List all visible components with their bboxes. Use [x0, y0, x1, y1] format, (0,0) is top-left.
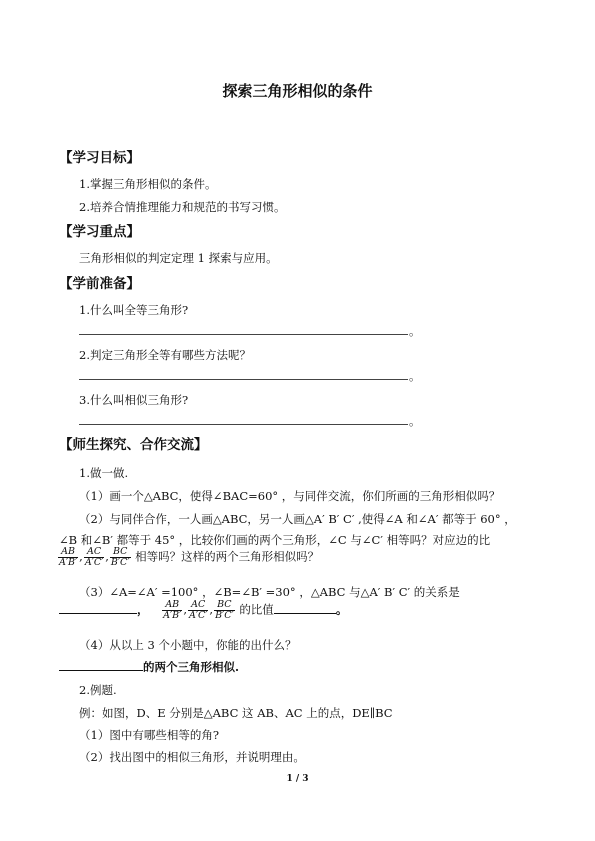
- page-title: 探索三角形相似的条件: [222, 82, 373, 100]
- answer-line-1[interactable]: [79, 334, 408, 335]
- prep-question-1: 1.什么叫全等三角形?: [79, 303, 189, 317]
- example-heading: 2.例题.: [79, 683, 117, 697]
- activity-part-3-line-1: （3）∠A=∠A′ =100° ，∠B=∠B′ =30° ，△ABC 与△A′ B′ C′ 的关系是: [79, 585, 460, 599]
- activity-part-2-line-3: 相等吗？这样的两个三角形相似吗？: [135, 549, 320, 564]
- activity-heading: 1.做一做.: [79, 466, 129, 480]
- activity-part-1: （1）画一个△ABC，使得∠BAC=60° ，与同伴交流，你们所画的三角形相似吗？: [79, 489, 501, 503]
- section-heading-explore: 【师生探究、合作交流】: [59, 437, 208, 453]
- ratio-ac-2: $\frac{AC}{A'C'}$: [188, 599, 208, 621]
- ratio-ab-2: $\frac{AB}{A'B'}$: [163, 599, 182, 621]
- prep-question-3: 3.什么叫相似三角形?: [79, 393, 189, 407]
- ratio-bc-2: $\frac{BC}{B'C'}$: [215, 599, 234, 621]
- fill-blank-relation[interactable]: [59, 613, 137, 614]
- answer-line-1-end: 。: [409, 324, 421, 338]
- ratio-ac: $\frac{AC}{A'C'}$: [84, 546, 104, 568]
- activity-part-4-answer: 的两个三角形相似.: [59, 659, 239, 675]
- focus-text: 三角形相似的判定定理 1 探索与应用。: [79, 251, 278, 265]
- section-heading-focus: 【学习重点】: [59, 224, 140, 240]
- answer-line-3-end: 。: [409, 414, 421, 428]
- answer-line-2[interactable]: [79, 379, 408, 380]
- answer-line-3[interactable]: [79, 424, 408, 425]
- activity-part-2-line-1: （2）与同伴合作，一人画△ABC，另一人画△A′ B′ C′ ,使得∠A 和∠A′ 都等于 60° ，: [79, 512, 516, 526]
- ratio-ab: $\frac{AB}{A'B'}$: [59, 546, 78, 568]
- example-question-1: （1）图中有哪些相等的角?: [79, 728, 219, 742]
- example-question-2: （2）找出图中的相似三角形，并说明理由。: [79, 750, 305, 764]
- page-number: 1 / 3: [286, 774, 309, 784]
- answer-line-2-end: 。: [409, 369, 421, 383]
- goal-item-1: 1.掌握三角形相似的条件。: [79, 177, 217, 191]
- example-text: 例：如图，D、E 分别是△ABC 这 AB、AC 上的点，DE∥BC: [79, 706, 393, 720]
- ratio-bc: $\frac{BC}{B'C'}$: [110, 546, 130, 568]
- prep-question-2: 2.判定三角形全等有哪些方法呢？: [79, 348, 251, 362]
- goal-item-2: 2.培养合情推理能力和规范的书写习惯。: [79, 200, 286, 214]
- fill-blank-conclusion[interactable]: [59, 670, 143, 671]
- activity-part-4: （4）从以上 3 个小题中，你能的出什么？: [79, 638, 297, 652]
- activity-part-3-line-2: ， $\frac{AB}{A'B'}$ , $\frac{AC}{A'C'}$ , $\frac{BC}{B'C'}$ 的比值 。: [59, 600, 347, 621]
- section-heading-prep: 【学前准备】: [59, 276, 140, 292]
- fill-blank-ratio[interactable]: [274, 613, 336, 614]
- ratio-row-1: $\frac{AB}{A'B'}$ , $\frac{AC}{A'C'}$ , $\frac{BC}{B'C'}$ 相等吗？这样的两个三角形相似吗？: [59, 546, 320, 568]
- activity-part-2-line-2: ∠B 和∠B′ 都等于 45° ，比较你们画的两个三角形，∠C 与∠C′ 相等吗？对应边的比: [59, 533, 491, 547]
- section-heading-goals: 【学习目标】: [59, 150, 140, 166]
